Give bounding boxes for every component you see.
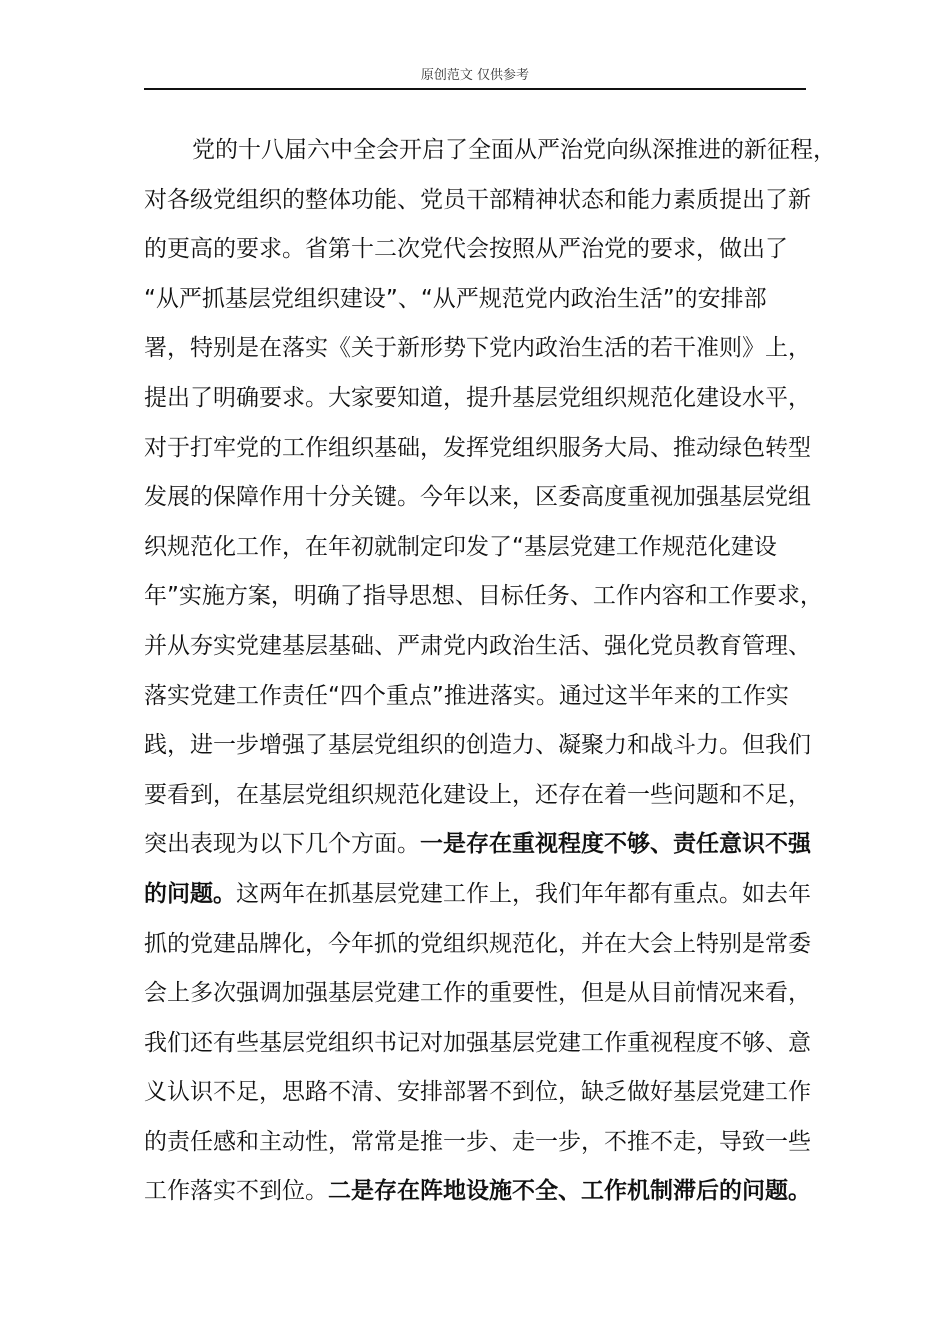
- text-run: 并从夯实党建基层基础、严肃党内政治生活、强化党员教育管理、: [144, 632, 811, 659]
- bold-heading-run: 一是存在重视程度不够、责任意识不强: [420, 831, 811, 858]
- paragraph-line: [144, 920, 811, 970]
- text-run: 落实党建工作责任“四个重点”推进落实。通过这半年来的工作实: [144, 682, 789, 709]
- bold-heading-run: 二是存在阵地设施不全、工作机制滞后的问题。: [328, 1178, 811, 1205]
- text-run: 义认识不足，思路不清、安排部署不到位，缺乏做好基层党建工作: [144, 1079, 811, 1106]
- paragraph-line: [144, 721, 811, 771]
- paragraph-line: [144, 275, 806, 325]
- paragraph-line: [144, 622, 811, 672]
- text-run: 年”实施方案，明确了指导思想、目标任务、工作内容和工作要求，: [144, 583, 823, 610]
- header-text: 原创范文 仅供参考: [420, 68, 530, 83]
- text-run: 党的十八届六中全会开启了全面从严治党向纵深推进的新征程，: [192, 137, 836, 163]
- text-run: 的责任感和主动性，常常是推一步、走一步，不推不走，导致一些: [144, 1128, 811, 1155]
- paragraph-line: [144, 324, 811, 374]
- text-run: 对各级党组织的整体功能、党员干部精神状态和能力素质提出了新: [144, 186, 811, 213]
- document-body: [144, 126, 836, 1217]
- text-run: 我们还有些基层党组织书记对加强基层党建工作重视程度不够、意: [144, 1029, 811, 1056]
- text-run: 发展的保障作用十分关键。今年以来，区委高度重视加强基层党组: [144, 484, 811, 511]
- text-run: 会上多次强调加强基层党建工作的重要性，但是从目前情况来看，: [144, 980, 811, 1007]
- paragraph-line: [144, 176, 811, 226]
- text-run: 提出了明确要求。大家要知道，提升基层党组织规范化建设水平，: [144, 384, 811, 411]
- paragraph-line: [144, 523, 806, 573]
- text-run: 织规范化工作，在年初就制定印发了“基层党建工作规范化建设: [144, 533, 777, 560]
- paragraph-line: [144, 1068, 811, 1118]
- paragraph-line: [144, 225, 806, 275]
- text-run: 突出表现为以下几个方面。: [144, 831, 420, 858]
- text-run: 抓的党建品牌化，今年抓的党组织规范化，并在大会上特别是常委: [144, 930, 811, 957]
- paragraph-line: [144, 473, 811, 523]
- paragraph-line: [144, 771, 811, 821]
- paragraph-line: [144, 969, 811, 1019]
- paragraph-line: [144, 374, 811, 424]
- paragraph-line: [144, 572, 823, 622]
- paragraph-line: [144, 870, 811, 920]
- paragraph-line: [144, 1167, 811, 1217]
- text-run: 践，进一步增强了基层党组织的创造力、凝聚力和战斗力。但我们: [144, 732, 811, 759]
- page-header: [144, 66, 806, 90]
- text-run: “从严抓基层党组织建设”、“从严规范党内政治生活”的安排部: [144, 285, 767, 312]
- paragraph-line: [144, 1118, 811, 1168]
- bold-heading-run: 的问题。: [144, 880, 236, 907]
- text-run: 工作落实不到位。: [144, 1178, 328, 1205]
- paragraph-line: [144, 820, 811, 870]
- paragraph-line: [144, 126, 836, 176]
- text-run: 的更高的要求。省第十二次党代会按照从严治党的要求，做出了: [144, 236, 788, 263]
- text-run: 署，特别是在落实《关于新形势下党内政治生活的若干准则》上，: [144, 335, 811, 362]
- paragraph-line: [144, 424, 811, 474]
- text-run: 要看到，在基层党组织规范化建设上，还存在着一些问题和不足，: [144, 781, 811, 808]
- text-run: 对于打牢党的工作组织基础，发挥党组织服务大局、推动绿色转型: [144, 434, 811, 461]
- paragraph-line: [144, 1019, 811, 1069]
- paragraph-line: [144, 672, 806, 722]
- text-run: 这两年在抓基层党建工作上，我们年年都有重点。如去年: [236, 880, 811, 907]
